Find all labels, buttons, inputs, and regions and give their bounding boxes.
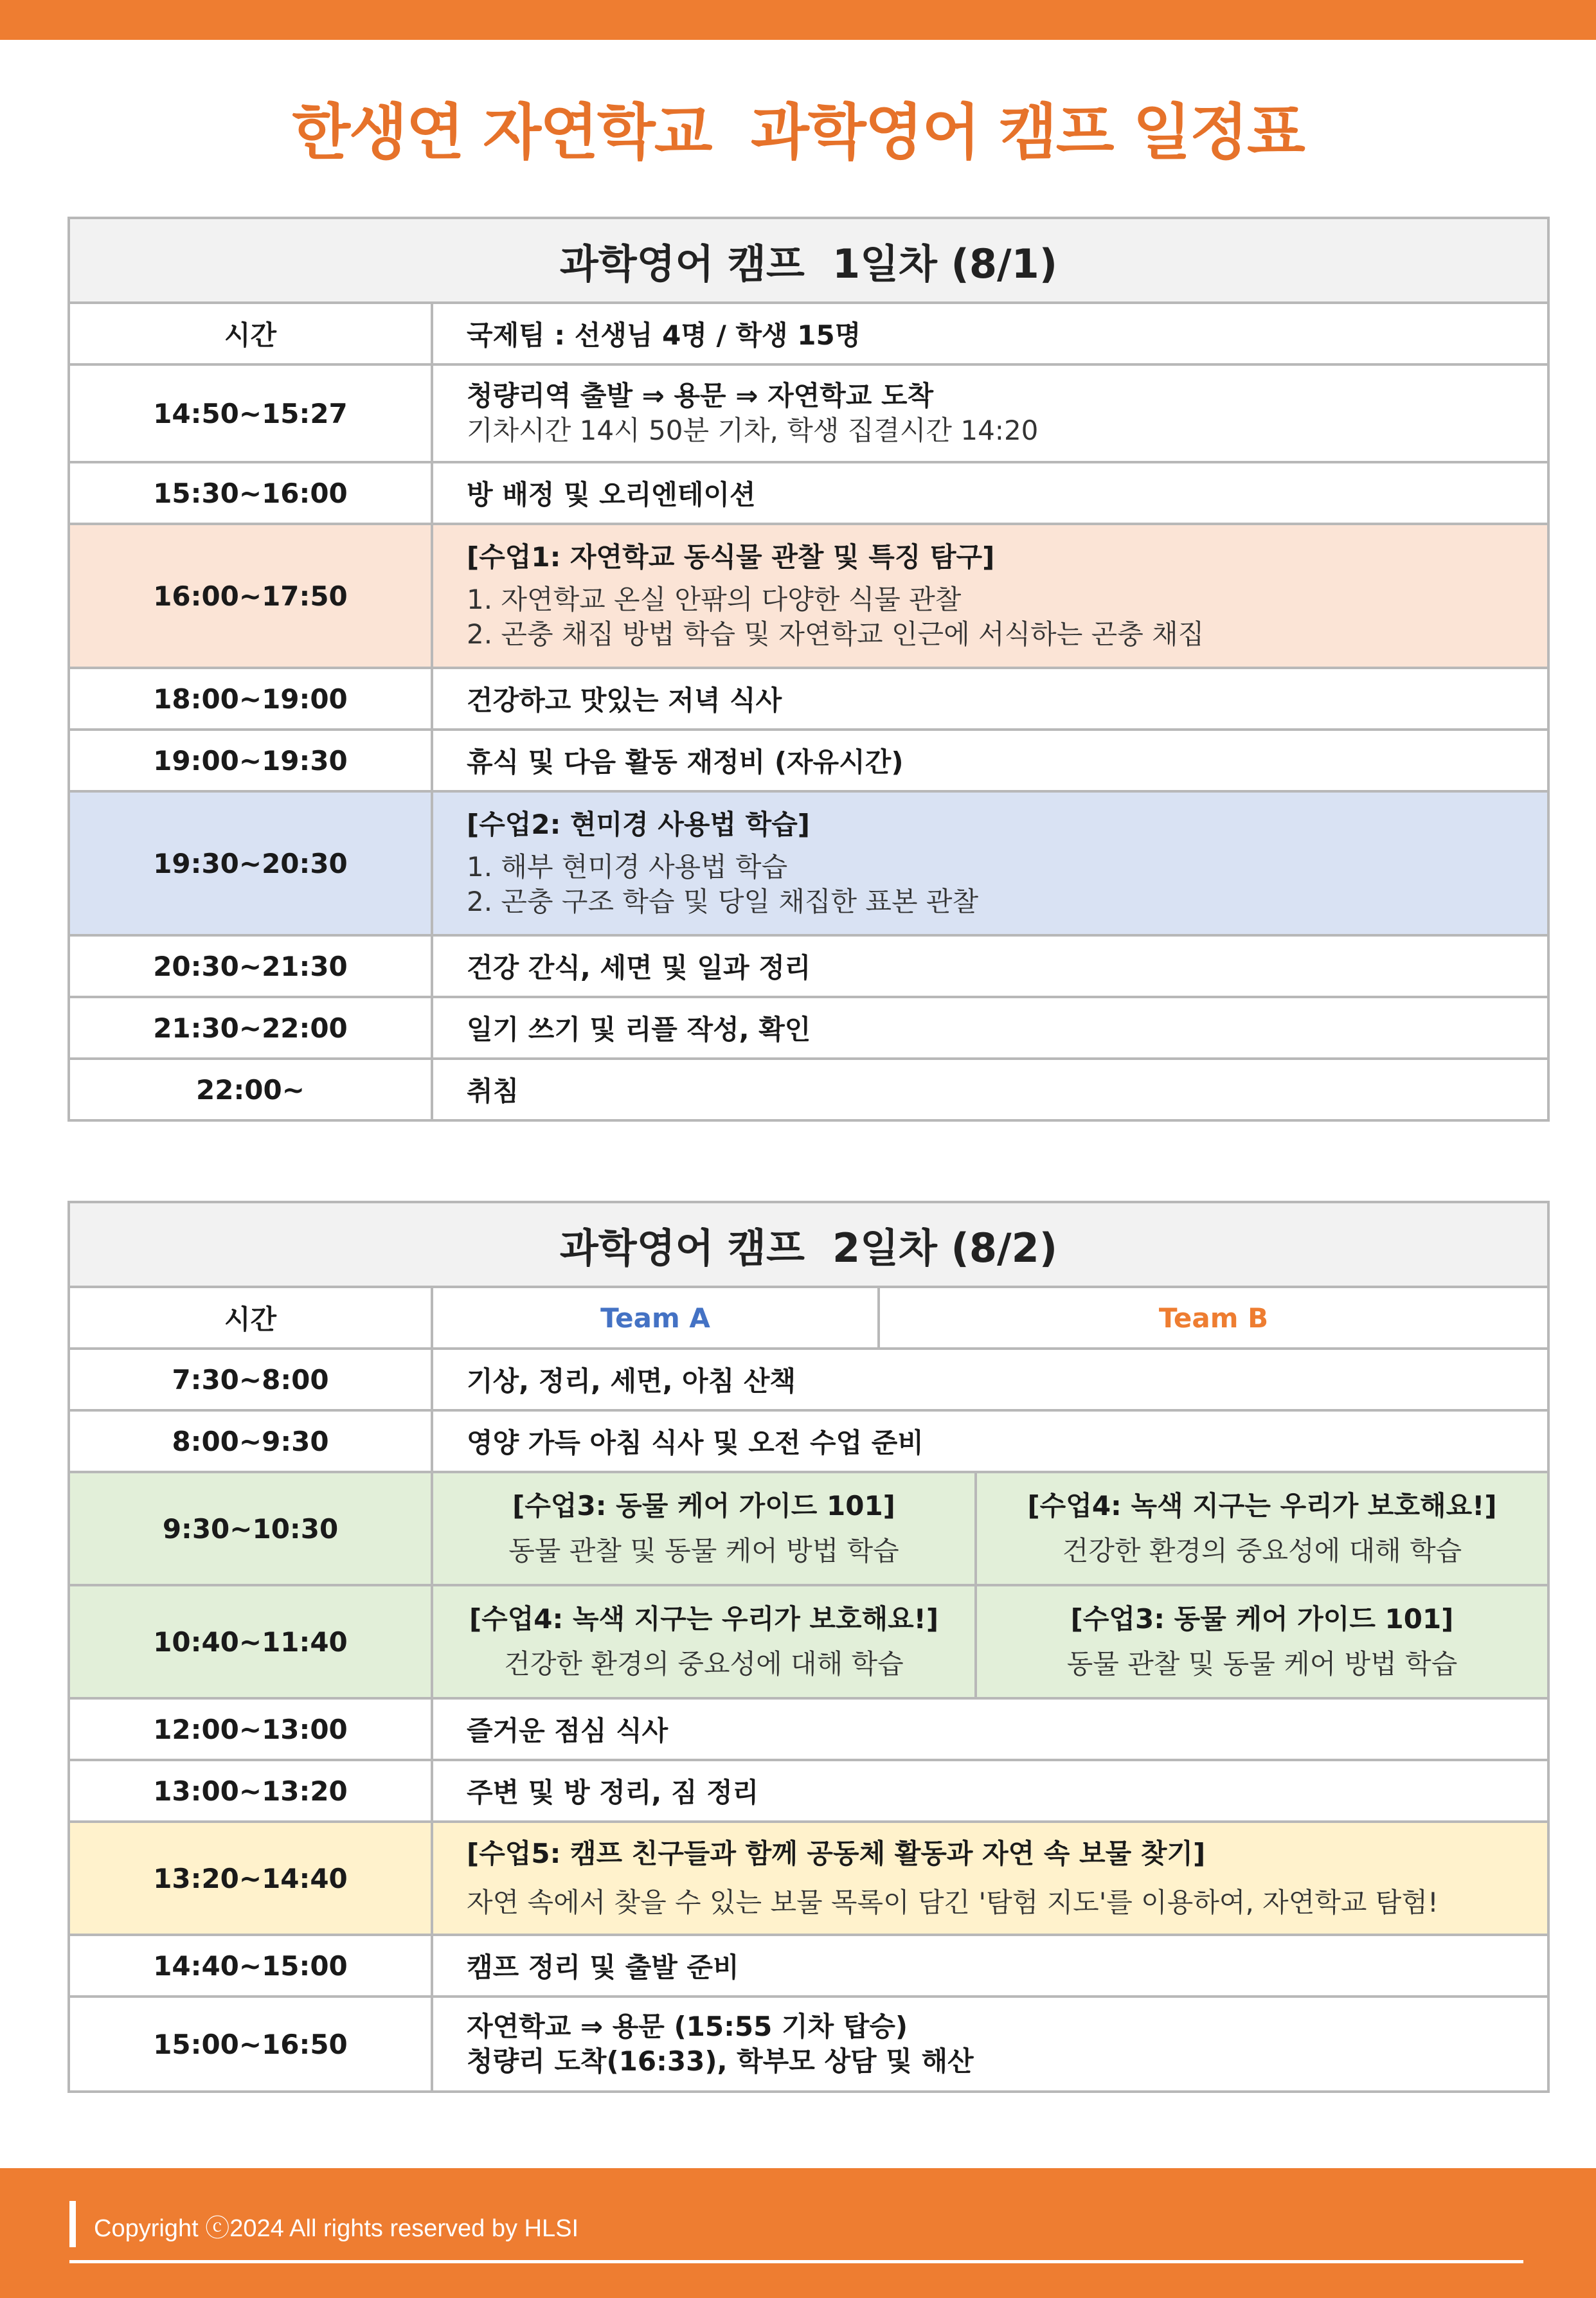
- day2-header: 과학영어 캠프 2일차 (8/2): [69, 1202, 1548, 1287]
- table-row-class5: [69, 1822, 1548, 1935]
- footer-divider: [69, 2260, 1523, 2263]
- top-accent-bar: [0, 0, 1596, 40]
- table-row: [69, 462, 1548, 524]
- activity-cell: 일기 쓰기 및 리플 작성, 확인: [432, 997, 1548, 1059]
- table-row: [69, 1997, 1548, 2092]
- table-row: [69, 935, 1548, 997]
- time-cell: 14:40~15:00: [69, 1935, 432, 1997]
- activity-title: [수업2: 현미경 사용법 학습]: [467, 809, 810, 840]
- activity-cell: [432, 524, 1548, 668]
- team-a-activity-desc: 건강한 환경의 중요성에 대해 학습: [504, 1648, 904, 1680]
- team-a-activity-title: [수업3: 동물 케어 가이드 101]: [512, 1490, 895, 1522]
- activity-cell: [432, 1997, 1548, 2092]
- activity-desc-2: 2. 곤충 채집 방법 학습 및 자연학교 인근에 서식하는 곤충 채집: [467, 618, 1205, 650]
- table-row: [69, 668, 1548, 730]
- team-b-header: Team B: [879, 1287, 1548, 1349]
- team-b-activity-title: [수업4: 녹색 지구는 우리가 보호해요!]: [1027, 1490, 1497, 1522]
- team-a-activity-title: [수업4: 녹색 지구는 우리가 보호해요!]: [469, 1603, 939, 1635]
- activity-cell: 건강 간식, 세면 및 일과 정리: [432, 935, 1548, 997]
- time-cell: 18:00~19:00: [69, 668, 432, 730]
- activity-desc-1: 1. 자연학교 온실 안팎의 다양한 식물 관찰: [467, 584, 962, 615]
- activity-cell: [432, 364, 1548, 462]
- table-row: [69, 1349, 1548, 1410]
- time-cell: 13:20~14:40: [69, 1822, 432, 1935]
- time-cell: 16:00~17:50: [69, 524, 432, 668]
- team-a-header: Team A: [432, 1287, 879, 1349]
- team-a-activity-desc: 동물 관찰 및 동물 케어 방법 학습: [508, 1535, 899, 1566]
- time-column-header: 시간: [69, 1287, 432, 1349]
- activity-title: 청량리역 출발 ⇒ 용문 ⇒ 자연학교 도착: [467, 380, 934, 411]
- time-cell: 8:00~9:30: [69, 1410, 432, 1472]
- group-info: 국제팀 : 선생님 4명 / 학생 15명: [432, 303, 1548, 364]
- table-row-class1: [69, 524, 1548, 668]
- activity-desc: 기차시간 14시 50분 기차, 학생 집결시간 14:20: [467, 415, 1039, 446]
- table-row: [69, 730, 1548, 791]
- table-row: [69, 1935, 1548, 1997]
- table-row: [69, 1059, 1548, 1120]
- activity-title: 자연학교 ⇒ 용문 (15:55 기차 탑승): [467, 2011, 908, 2042]
- day1-schedule-table: [67, 217, 1550, 1122]
- copyright-text: Copyright ⓒ2024 All rights reserved by HLSI: [94, 2215, 579, 2242]
- page-title: 한생연 자연학교 과학영어 캠프 일정표: [292, 98, 1304, 168]
- activity-cell: [432, 1822, 1548, 1935]
- activity-desc-2: 2. 곤충 구조 학습 및 당일 채집한 표본 관찰: [467, 886, 979, 917]
- activity-desc-1: 1. 해부 현미경 사용법 학습: [467, 851, 788, 883]
- activity-cell: 즐거운 점심 식사: [432, 1698, 1548, 1760]
- activity-cell: 방 배정 및 오리엔테이션: [432, 462, 1548, 524]
- activity-title: [수업5: 캠프 친구들과 함께 공동체 활동과 자연 속 보물 찾기]: [467, 1838, 1206, 1869]
- activity-desc: 자연 속에서 찾을 수 있는 보물 목록이 담긴 '탐험 지도'를 이용하여, 자연학교 탐험!: [467, 1887, 1439, 1918]
- activity-title-2: 청량리 도착(16:33), 학부모 상담 및 해산: [467, 2045, 974, 2077]
- table-row-class2: [69, 791, 1548, 935]
- team-b-activity-desc: 동물 관찰 및 동물 케어 방법 학습: [1066, 1648, 1458, 1680]
- table-row: [69, 1760, 1548, 1822]
- activity-cell: 영양 가득 아침 식사 및 오전 수업 준비: [432, 1410, 1548, 1472]
- activity-cell: 휴식 및 다음 활동 재정비 (자유시간): [432, 730, 1548, 791]
- team-b-activity-desc: 건강한 환경의 중요성에 대해 학습: [1062, 1535, 1462, 1566]
- activity-cell: 주변 및 방 정리, 짐 정리: [432, 1760, 1548, 1822]
- time-cell: 19:00~19:30: [69, 730, 432, 791]
- time-cell: 9:30~10:30: [69, 1472, 432, 1585]
- time-column-header: 시간: [69, 303, 432, 364]
- activity-cell: 캠프 정리 및 출발 준비: [432, 1935, 1548, 1997]
- team-b-activity-title: [수업3: 동물 케어 가이드 101]: [1070, 1603, 1454, 1635]
- table-row: [69, 364, 1548, 462]
- table-row-split: [69, 1472, 1548, 1585]
- activity-cell: 취침: [432, 1059, 1548, 1120]
- time-cell: 14:50~15:27: [69, 364, 432, 462]
- activity-title: [수업1: 자연학교 동식물 관찰 및 특징 탐구]: [467, 541, 995, 573]
- time-cell: 15:00~16:50: [69, 1997, 432, 2092]
- activity-cell: [432, 791, 1548, 935]
- team-a-activity: [432, 1472, 976, 1585]
- time-cell: 7:30~8:00: [69, 1349, 432, 1410]
- activity-cell: 건강하고 맛있는 저녁 식사: [432, 668, 1548, 730]
- time-cell: 20:30~21:30: [69, 935, 432, 997]
- table-row: [69, 1410, 1548, 1472]
- table-row: [69, 997, 1548, 1059]
- table-row: [69, 1698, 1548, 1760]
- time-cell: 22:00~: [69, 1059, 432, 1120]
- team-b-activity: [976, 1585, 1548, 1698]
- time-cell: 15:30~16:00: [69, 462, 432, 524]
- team-b-activity: [976, 1472, 1548, 1585]
- footer-accent-bar: [69, 2201, 76, 2247]
- footer: [0, 2168, 1596, 2298]
- time-cell: 19:30~20:30: [69, 791, 432, 935]
- activity-cell: 기상, 정리, 세면, 아침 산책: [432, 1349, 1548, 1410]
- time-cell: 12:00~13:00: [69, 1698, 432, 1760]
- time-cell: 13:00~13:20: [69, 1760, 432, 1822]
- team-a-activity: [432, 1585, 976, 1698]
- day1-header: 과학영어 캠프 1일차 (8/1): [69, 218, 1548, 303]
- day2-schedule-table: [67, 1201, 1550, 2093]
- time-cell: 21:30~22:00: [69, 997, 432, 1059]
- table-row-split: [69, 1585, 1548, 1698]
- time-cell: 10:40~11:40: [69, 1585, 432, 1698]
